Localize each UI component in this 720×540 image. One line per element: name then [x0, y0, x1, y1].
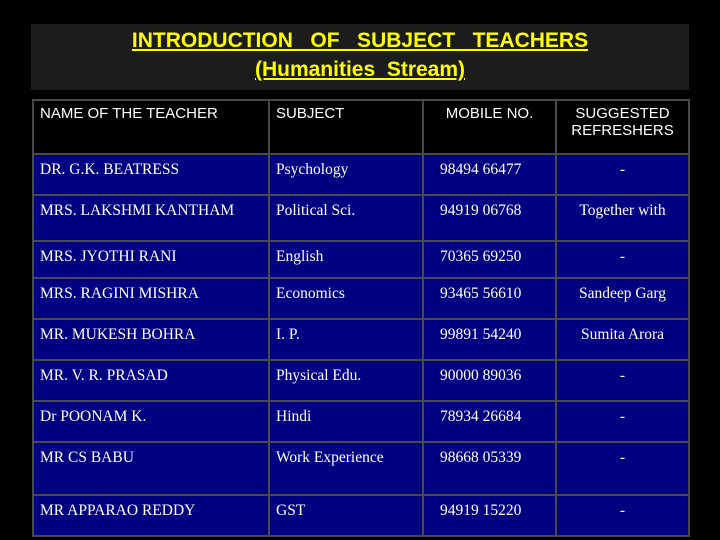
teacher-mobile: 94919 15220 [423, 495, 556, 536]
teacher-mobile: 94919 06768 [423, 195, 556, 241]
teacher-name: MR. MUKESH BOHRA [33, 319, 269, 360]
teacher-refresher: - [556, 442, 689, 495]
teacher-mobile: 78934 26684 [423, 401, 556, 442]
teacher-mobile: 90000 89036 [423, 360, 556, 401]
table-header-row [33, 100, 689, 154]
teacher-mobile: 98668 05339 [423, 442, 556, 495]
teacher-refresher: Together with [556, 195, 689, 241]
teacher-refresher: Sumita Arora [556, 319, 689, 360]
teacher-subject: Physical Edu. [269, 360, 423, 401]
teacher-name: MR CS BABU [33, 442, 269, 495]
table-row [33, 401, 689, 442]
teacher-name: MRS. LAKSHMI KANTHAM [33, 195, 269, 241]
teacher-refresher: - [556, 241, 689, 278]
teacher-mobile: 99891 54240 [423, 319, 556, 360]
header-subject: SUBJECT [269, 100, 423, 154]
teacher-refresher: - [556, 360, 689, 401]
table-row [33, 319, 689, 360]
header-mobile: MOBILE NO. [423, 100, 556, 154]
teacher-subject: English [269, 241, 423, 278]
teacher-mobile: 98494 66477 [423, 154, 556, 195]
table-row [33, 241, 689, 278]
teacher-subject: Political Sci. [269, 195, 423, 241]
page-subtitle: (Humanities Stream) [254, 58, 466, 81]
teacher-name: MRS. JYOTHI RANI [33, 241, 269, 278]
page-title: INTRODUCTION OF SUBJECT TEACHERS [131, 29, 589, 52]
teacher-name: DR. G.K. BEATRESS [33, 154, 269, 195]
teacher-refresher: - [556, 495, 689, 536]
teacher-name: MRS. RAGINI MISHRA [33, 278, 269, 319]
teacher-name: MR. V. R. PRASAD [33, 360, 269, 401]
teacher-refresher: - [556, 401, 689, 442]
teacher-mobile: 93465 56610 [423, 278, 556, 319]
title-box [31, 24, 689, 90]
teacher-subject: Psychology [269, 154, 423, 195]
table-row [33, 278, 689, 319]
table-row [33, 195, 689, 241]
table-row [33, 360, 689, 401]
teacher-mobile: 70365 69250 [423, 241, 556, 278]
teacher-name: Dr POONAM K. [33, 401, 269, 442]
teacher-refresher: Sandeep Garg [556, 278, 689, 319]
table-row [33, 442, 689, 495]
table-row [33, 495, 689, 536]
teacher-subject: Work Experience [269, 442, 423, 495]
teacher-subject: Hindi [269, 401, 423, 442]
header-refreshers: SUGGESTED REFRESHERS [556, 100, 689, 154]
table-row [33, 154, 689, 195]
teachers-table [32, 99, 690, 537]
teacher-subject: GST [269, 495, 423, 536]
teacher-refresher: - [556, 154, 689, 195]
teacher-subject: I. P. [269, 319, 423, 360]
teacher-name: MR APPARAO REDDY [33, 495, 269, 536]
teacher-subject: Economics [269, 278, 423, 319]
header-name: NAME OF THE TEACHER [33, 100, 269, 154]
